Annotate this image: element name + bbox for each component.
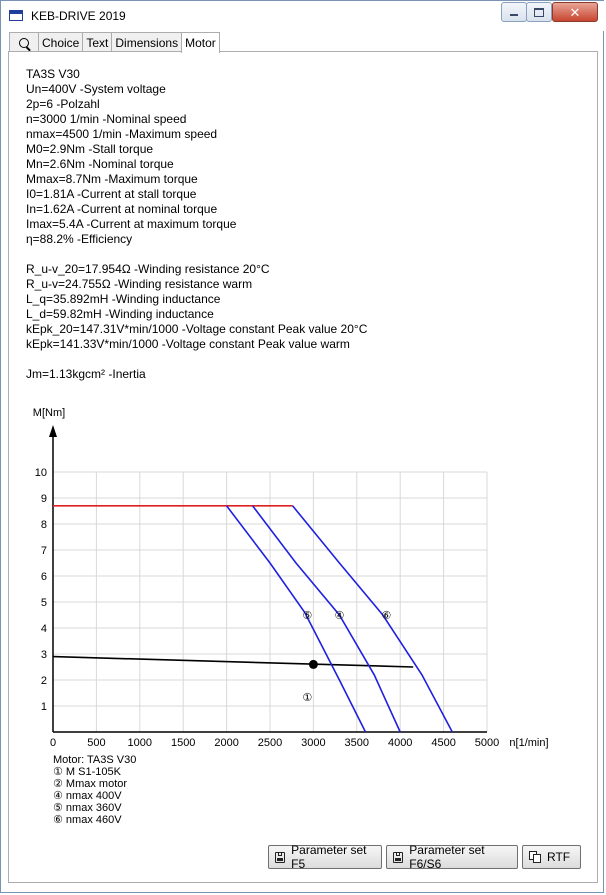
x-tick-label: 4500: [431, 737, 456, 749]
spec-nominal-torque: Mn=2.6Nm -Nominal torque: [26, 157, 174, 171]
spec-stall-current: I0=1.81A -Current at stall torque: [26, 187, 197, 201]
curve-annotation: ⑤: [302, 609, 313, 622]
spec-nominal-current: In=1.62A -Current at nominal torque: [26, 202, 218, 216]
legend-nmax-400: ④ nmax 400V: [53, 790, 122, 802]
x-tick-label: 3000: [301, 737, 326, 749]
tab-motor[interactable]: Motor: [181, 32, 220, 53]
x-tick-label: 3500: [344, 737, 370, 749]
tab-choice[interactable]: Choice: [38, 32, 83, 52]
series-line-s1: [53, 657, 413, 667]
spec-maximum-torque: Mmax=8.7Nm -Maximum torque: [26, 172, 198, 186]
curve-annotation: ①: [302, 691, 313, 704]
legend-motor: Motor: TA3S V30: [53, 754, 137, 766]
y-axis-label: M[Nm]: [32, 407, 66, 419]
spec-maximum-speed: nmax=4500 1/min -Maximum speed: [26, 127, 218, 141]
spec-resistance-20: R_u-v_20=17.954Ω -Winding resistance 20°C: [26, 262, 270, 276]
rtf-button[interactable]: [522, 845, 581, 869]
x-tick-label: 5000: [474, 737, 500, 749]
save-icon: [275, 852, 285, 863]
window-title: KEB-DRIVE 2019: [31, 9, 126, 23]
y-tick-label: 3: [40, 649, 47, 661]
parameter-set-f5-button[interactable]: [268, 845, 382, 869]
save-icon: [393, 852, 403, 863]
series-line-nmax_360: [227, 506, 366, 732]
chart-legend: [53, 754, 136, 826]
legend-nmax-360: ⑤ nmax 360V: [53, 802, 122, 814]
x-axis-label: n[1/min]: [509, 737, 549, 749]
parameter-set-f6s6-button[interactable]: [386, 845, 518, 869]
spec-resistance-warm: R_u-v=24.755Ω -Winding resistance warm: [26, 277, 253, 291]
x-tick-label: 4000: [387, 737, 413, 749]
rtf-label: RTF: [547, 850, 571, 864]
y-tick-label: 5: [40, 597, 47, 609]
operating-point: [309, 660, 318, 669]
copy-icon: [529, 851, 541, 863]
x-tick-label: 1000: [127, 737, 153, 749]
y-tick-label: 6: [40, 571, 47, 583]
curve-annotation: ④: [334, 609, 345, 622]
x-tick-label: 2000: [214, 737, 239, 749]
y-tick-label: 8: [40, 519, 47, 531]
spec-maximum-current: Imax=5.4A -Current at maximum torque: [26, 217, 237, 231]
series-line-nmax_460: [293, 506, 453, 732]
x-tick-label: 2500: [257, 737, 283, 749]
x-tick-label: 500: [87, 737, 106, 749]
x-tick-label: 0: [49, 737, 57, 749]
parameter-set-f6s6-label: Parameter set F6/S6: [409, 843, 485, 871]
y-tick-label: 2: [40, 675, 47, 687]
tab-dimensions[interactable]: Dimensions: [111, 32, 182, 52]
spec-inertia: Jm=1.13kgcm² -Inertia: [26, 367, 146, 381]
chart-axes: [49, 425, 487, 732]
spec-nominal-speed: n=3000 1/min -Nominal speed: [26, 112, 187, 126]
spec-stall-torque: M0=2.9Nm -Stall torque: [26, 142, 154, 156]
spec-inductance-d: L_d=59.82mH -Winding inductance: [26, 307, 214, 321]
spec-system-voltage: Un=400V -System voltage: [26, 82, 166, 96]
y-tick-label: 1: [40, 701, 47, 713]
chart-grid: [53, 472, 487, 732]
close-icon: ✕: [569, 4, 581, 20]
y-axis-arrow: [49, 425, 57, 437]
y-tick-label: 9: [40, 493, 47, 505]
spec-motor-type: TA3S V30: [26, 67, 80, 81]
y-tick-label: 4: [40, 623, 47, 635]
spec-inductance-q: L_q=35.892mH -Winding inductance: [26, 292, 221, 306]
spec-voltage-constant-warm: kEpk=141.33V*min/1000 -Voltage constant Peak value warm: [26, 337, 350, 351]
spec-pole-count: 2p=6 -Polzahl: [26, 97, 100, 111]
parameter-set-f5-label: Parameter set F5: [291, 843, 367, 871]
legend-nmax-460: ⑥ nmax 460V: [53, 814, 122, 826]
y-tick-label: 10: [34, 467, 47, 479]
chart-labels: [33, 407, 549, 749]
spec-voltage-constant-20: kEpk_20=147.31V*min/1000 -Voltage constant Peak value 20°C: [26, 322, 368, 336]
chart-series: [53, 506, 452, 732]
x-tick-label: 1500: [170, 737, 196, 749]
legend-s1: ① M S1-105K: [53, 766, 121, 778]
y-tick-label: 7: [40, 545, 47, 557]
curve-annotation: ⑥: [381, 609, 392, 622]
legend-mmax: ② Mmax motor: [53, 778, 128, 790]
spec-efficiency: η=88.2% -Efficiency: [26, 232, 133, 246]
series-line-nmax_400: [253, 506, 401, 732]
tab-text[interactable]: Text: [82, 32, 112, 52]
